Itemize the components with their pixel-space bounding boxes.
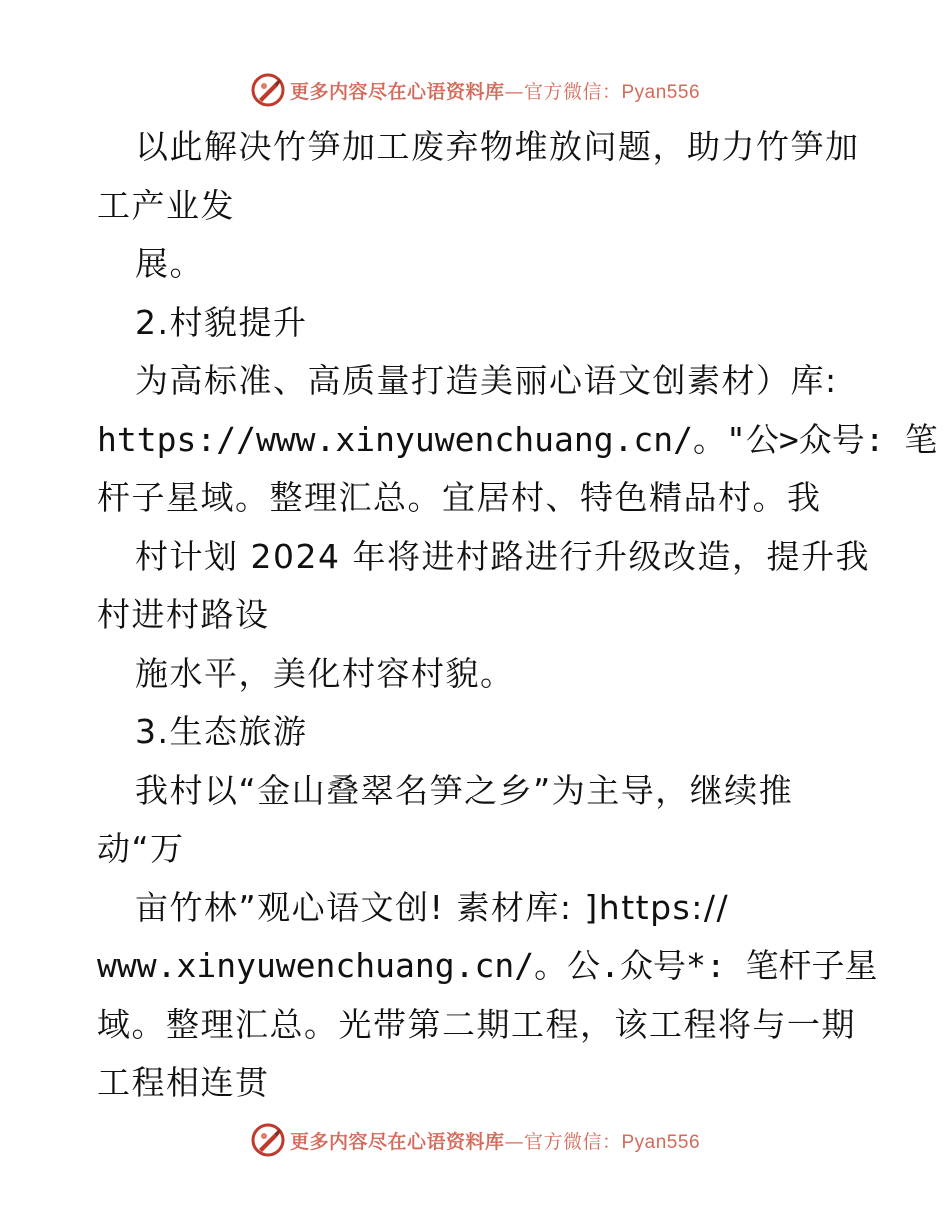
watermark-id: Pyan556 [621,81,701,103]
pen-logo-icon [250,72,286,108]
text-line: www.xinyuwenchuang.cn/。公.众号*: 笔杆子星 [97,946,878,985]
watermark-main: 更多内容尽在心语资料库 [289,1130,505,1153]
text-line: 动“万 [97,829,185,868]
text-line: 展。 [135,244,204,283]
text-line: 以此解决竹笋加工废弃物堆放问题，助力竹笋加 [135,127,860,166]
text-line: 施水平，美化村容村貌。 [135,653,515,693]
text-line: 村计划 2024 年将进村路进行升级改造，提升我 [135,536,870,576]
text-line: 域。整理汇总。光带第二期工程，该工程将与一期 [97,1004,856,1044]
watermark-main: 更多内容尽在心语资料库 [289,80,505,103]
watermark-separator: —官方微信： [504,80,622,103]
watermark-text [290,77,700,104]
text-line: 杆子星域。整理汇总。宜居村、特色精品村。我 [97,478,822,517]
watermark-id: Pyan556 [621,1131,701,1153]
section-heading: 2.村貌提升 [135,302,308,342]
header-watermark [0,70,950,110]
text-line: 为高标准、高质量打造美丽心语文创素材）库: [135,361,838,400]
text-line: 工程相连贯 [97,1063,270,1102]
watermark-text [290,1127,700,1154]
footer-watermark [0,1120,950,1160]
pen-logo-icon [250,1122,286,1158]
text-line: 工产业发 [97,185,235,225]
document-body [97,118,938,1113]
watermark-separator: —官方微信： [504,1130,622,1153]
section-heading: 3.生态旅游 [135,712,308,751]
text-line: 村进村路设 [97,595,270,634]
text-line: https://www.xinyuwenchuang.cn/。"公>众号: 笔 [97,419,938,459]
text-line: 我村以“金山叠翠名笋之乡”为主导，继续推 [135,770,794,810]
text-line: 亩竹林”观心语文创! 素材库: ]https:// [135,887,730,927]
